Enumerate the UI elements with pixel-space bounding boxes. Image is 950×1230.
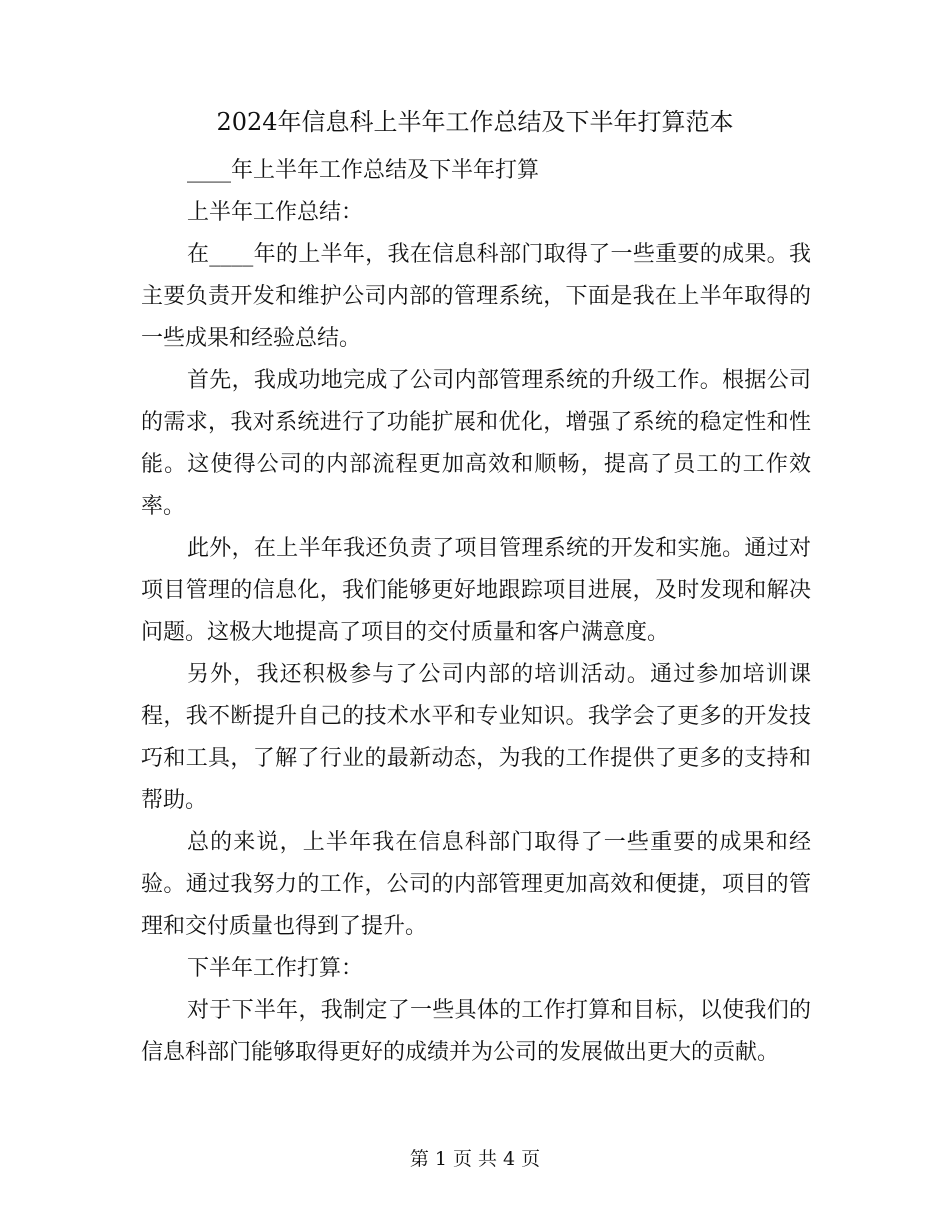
paragraph-project-management: 此外，在上半年我还负责了项目管理系统的开发和实施。通过对项目管理的信息化，我们能够更好地跟踪项目进展，及时发现和解决问题。这极大地提高了项目的交付质量和客户满意度。 xyxy=(141,536,811,645)
paragraph-subtitle: ____年上半年工作总结及下半年打算 xyxy=(187,158,540,183)
paragraph-section-heading-second-half: 下半年工作打算： xyxy=(187,956,364,981)
document-title: 2024年信息科上半年工作总结及下半年打算范本 xyxy=(216,108,734,136)
paragraph-training: 另外，我还积极参与了公司内部的培训活动。通过参加培训课程，我不断提升自己的技术水平和专业知识。我学会了更多的开发技巧和工具，了解了行业的最新动态，为我的工作提供了更多的支持和帮助。 xyxy=(141,662,811,813)
document-body xyxy=(141,150,811,1074)
paragraph-intro: 在____年的上半年，我在信息科部门取得了一些重要的成果。我主要负责开发和维护公司内部的管理系统，下面是我在上半年取得的一些成果和经验总结。 xyxy=(141,242,811,351)
paragraph-summary: 总的来说，上半年我在信息科部门取得了一些重要的成果和经验。通过我努力的工作，公司的内部管理更加高效和便捷，项目的管理和交付质量也得到了提升。 xyxy=(141,830,811,939)
paragraph-system-upgrade: 首先，我成功地完成了公司内部管理系统的升级工作。根据公司的需求，我对系统进行了功能扩展和优化，增强了系统的稳定性和性能。这使得公司的内部流程更加高效和顺畅，提高了员工的工作效率。 xyxy=(141,368,811,519)
page-number-footer: 第 1 页 共 4 页 xyxy=(409,1148,541,1170)
paragraph-section-heading-first-half: 上半年工作总结： xyxy=(187,200,364,225)
paragraph-plan-intro: 对于下半年，我制定了一些具体的工作打算和目标，以使我们的信息科部门能够取得更好的成绩并为公司的发展做出更大的贡献。 xyxy=(141,998,811,1065)
